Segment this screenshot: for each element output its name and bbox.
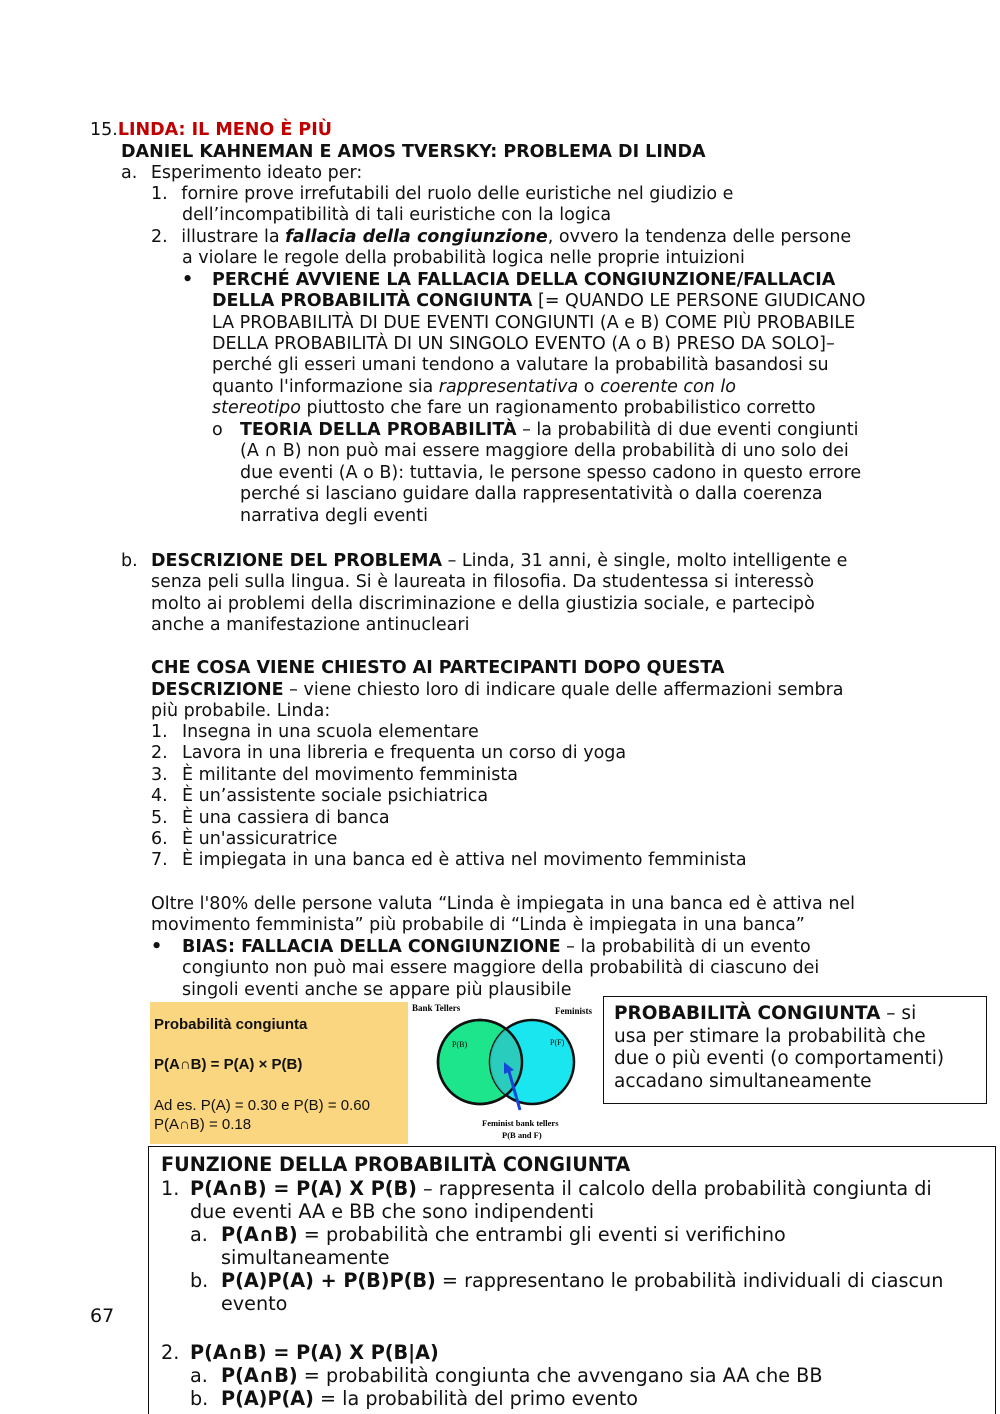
venn-bottom-sublabel: P(B and F) [502, 1130, 542, 1140]
venn-label-left: Bank Tellers [412, 1003, 461, 1013]
venn-inner-right: P(F) [550, 1038, 565, 1047]
sub-item [190, 1387, 638, 1410]
result-line: Oltre l'80% delle persone valuta “Linda è impiegata in una banca ed è attiva nel [151, 894, 856, 914]
sub-bullet-bold: TEORIA DELLA PROBABILITÀ [240, 420, 517, 440]
venn-inner-left: P(B) [452, 1040, 468, 1049]
list-text: È un’assistente sociale psichiatrica [182, 786, 489, 807]
bullet-em: stereotipo [212, 398, 301, 418]
sub-marker: a. [190, 1223, 208, 1246]
list-text-cont: dell’incompatibilità di tali euristiche con la logica [182, 205, 612, 225]
sub-item [190, 1364, 822, 1387]
bullet-line: DELLA PROBABILITÀ DI UN SINGOLO EVENTO (A o B) PRESO DA SOLO]– [212, 334, 835, 354]
list-item [151, 722, 747, 743]
formula-bold: P(A∩B) = P(A) X P(B|A) [190, 1341, 439, 1364]
callout-line: usa per stimare la probabilità che [614, 1025, 926, 1047]
bullet-text: quanto l'informazione sia [212, 377, 439, 397]
list-item [151, 808, 747, 829]
list-number: 1. [161, 1177, 180, 1200]
bias-line: singoli eventi anche se appare più plausibile [182, 980, 572, 1000]
list-text: È impiegata in una banca ed è attiva nel movimento femminista [182, 850, 747, 871]
part-b-line: senza peli sulla lingua. Si è laureata in filosofia. Da studentessa si interessò [151, 572, 815, 592]
venn-bottom-label: Feminist bank tellers [482, 1118, 559, 1128]
list-number: 5. [151, 807, 168, 828]
list-number: 1. [151, 722, 168, 742]
sub-bullet-line: (A ∩ B) non può mai essere maggiore della probabilità di uno solo dei [240, 441, 849, 461]
question-heading: CHE COSA VIENE CHIESTO AI PARTECIPANTI DOPO QUESTA [151, 658, 725, 678]
bullet-text: o [578, 377, 601, 397]
list-text-post: , ovvero la tendenza delle persone [547, 227, 852, 247]
bias-bullet-mark: • [151, 937, 163, 957]
list-item [151, 850, 747, 871]
list-number: 6. [151, 829, 168, 850]
venn-label-right: Feminists [555, 1006, 592, 1016]
list-text: Insegna in una scuola elementare [182, 722, 479, 742]
bullet-mark: • [182, 270, 194, 290]
list-item [161, 1177, 932, 1200]
function-title: FUNZIONE DELLA PROBABILITÀ CONGIUNTA [161, 1153, 631, 1176]
image-example: Ad es. P(A) = 0.30 e P(B) = 0.60 [154, 1097, 370, 1114]
list-item [151, 227, 851, 248]
list-text-pre: illustrare la [181, 227, 286, 247]
question-bold: DESCRIZIONE [151, 680, 284, 700]
section-subtitle: DANIEL KAHNEMAN E AMOS TVERSKY: PROBLEMA DI LINDA [121, 142, 706, 162]
part-a-intro-text: Esperimento ideato per: [150, 163, 363, 183]
sub-bold: P(A∩B) [221, 1364, 298, 1387]
bullet-line: LA PROBABILITÀ DI DUE EVENTI CONGIUNTI (A e B) COME PIÙ PROBABILE [212, 313, 856, 333]
list-number: 1. [151, 184, 168, 204]
bullet-line [212, 377, 736, 398]
list-text: È una cassiera di banca [182, 807, 390, 828]
bullet-line: perché gli esseri umani tendono a valutare la probabilità basandosi su [212, 355, 829, 375]
list-item [151, 786, 747, 807]
sub-marker: b. [190, 1269, 209, 1292]
bullet-em: rappresentativa [438, 377, 579, 397]
part-b-bold: DESCRIZIONE DEL PROBLEMA [151, 551, 442, 571]
options-list [151, 722, 747, 872]
sub-item [190, 1269, 943, 1292]
list-text-cont: a violare le regole della probabilità logica nelle proprie intuizioni [182, 248, 745, 268]
bullet-em: coerente con lo [600, 377, 736, 397]
bias-rest: – la probabilità di un evento [560, 937, 811, 957]
callout-line: due o più eventi (o comportamenti) [614, 1048, 945, 1069]
sub-bullet-mark: o [212, 420, 223, 440]
bullet-line [212, 291, 865, 312]
list-number: 3. [151, 764, 168, 785]
list-number: 2. [151, 227, 168, 247]
bias-line: congiunto non può mai essere maggiore della probabilità di ciascuno dei [182, 958, 820, 978]
joint-probability-callout [603, 996, 987, 1104]
list-number: 2. [161, 1341, 180, 1364]
question-line [151, 680, 844, 701]
formula-bold: P(A∩B) = P(A) X P(B) [190, 1177, 417, 1200]
part-a-marker: a. [121, 163, 138, 183]
list-number: 4. [151, 786, 168, 807]
list-item [161, 1341, 439, 1364]
sub-text-cont: simultaneamente [221, 1246, 390, 1269]
bullet-text: piuttosto che fare un ragionamento probabilistico corretto [300, 398, 816, 418]
image-example: P(A∩B) = 0.18 [154, 1116, 252, 1133]
bias-bold: BIAS: FALLACIA DELLA CONGIUNZIONE [182, 937, 561, 957]
sub-text-cont: evento [221, 1292, 288, 1315]
sub-rest: = la probabilità del primo evento [313, 1387, 638, 1410]
list-item [151, 184, 733, 205]
sub-rest: = rappresentano le probabilità individuali di ciascun [435, 1269, 944, 1292]
part-b-line: molto ai problemi della discriminazione e della giustizia sociale, e partecipò [151, 594, 815, 614]
bias-line [182, 937, 811, 958]
sub-item [190, 1223, 786, 1246]
callout-rest: – si [880, 1003, 917, 1024]
result-line: movimento femminista” più probabile di “Linda è impiegata in una banca” [151, 915, 805, 935]
question-line: più probabile. Linda: [151, 701, 331, 721]
list-text: È militante del movimento femminista [182, 764, 518, 785]
function-box [148, 1146, 996, 1414]
list-text: Lavora in una libreria e frequenta un corso di yoga [182, 743, 627, 764]
callout-line [614, 1003, 976, 1026]
sub-bold: P(A)P(A) [221, 1387, 314, 1410]
bullet-line [212, 398, 816, 419]
sub-rest: = probabilità che entrambi gli eventi si verifichino [297, 1223, 786, 1246]
list-text: È un'assicuratrice [182, 829, 338, 850]
part-b-rest: – Linda, 31 anni, è single, molto intelligente e [442, 551, 848, 571]
image-formula: P(A∩B) = P(A) × P(B) [154, 1056, 303, 1073]
sub-bullet-line [240, 420, 858, 441]
venn-diagram [410, 1002, 602, 1144]
fallacy-emphasis: fallacia della congiunzione [285, 227, 548, 247]
bullet-line: PERCHÉ AVVIENE LA FALLACIA DELLA CONGIUNZIONE/FALLACIA [212, 270, 836, 290]
section-number: 15. [90, 120, 118, 140]
section-title: LINDA: IL MENO È PIÙ [117, 120, 332, 140]
sub-rest: = probabilità congiunta che avvengano sia AA che BB [297, 1364, 823, 1387]
part-b-line: anche a manifestazione antinucleari [151, 615, 470, 635]
part-b-marker: b. [121, 551, 138, 571]
list-number: 2. [151, 743, 168, 764]
page-number: 67 [90, 1305, 115, 1327]
part-b-line [151, 551, 847, 572]
part-a-intro [121, 163, 362, 184]
sub-bullet-line: perché si lasciano guidare dalla rappresentatività o dalla coerenza [240, 484, 823, 504]
question-rest: – viene chiesto loro di indicare quale delle affermazioni sembra [283, 680, 844, 700]
bullet-bold: DELLA PROBABILITÀ CONGIUNTA [212, 291, 533, 311]
sub-marker: a. [190, 1364, 208, 1387]
list-text: fornire prove irrefutabili del ruolo delle euristiche nel giudizio e [181, 184, 734, 204]
list-item [151, 829, 747, 850]
sub-bold: P(A)P(A) + P(B)P(B) [221, 1269, 436, 1292]
list-number: 7. [151, 850, 168, 871]
sub-bullet-line: due eventi (A o B): tuttavia, le persone spesso cadono in questo errore [240, 463, 862, 483]
list-item [151, 743, 747, 764]
list-item [151, 765, 747, 786]
sub-bullet-line: narrativa degli eventi [240, 506, 428, 526]
callout-line: accadano simultaneamente [614, 1070, 872, 1092]
callout-bold: PROBABILITÀ CONGIUNTA [614, 1003, 881, 1024]
list-text-cont: due eventi AA e BB che sono indipendenti [190, 1200, 595, 1223]
bullet-rest: [= QUANDO LE PERSONE GIUDICANO [532, 291, 866, 311]
sub-marker: b. [190, 1387, 209, 1410]
joint-probability-image [150, 1002, 408, 1144]
section-heading [90, 120, 332, 141]
sub-bold: P(A∩B) [221, 1223, 298, 1246]
formula-rest: – rappresenta il calcolo della probabilità congiunta di [416, 1177, 932, 1200]
sub-bullet-rest: – la probabilità di due eventi congiunti [516, 420, 859, 440]
image-title: Probabilità congiunta [154, 1016, 308, 1033]
